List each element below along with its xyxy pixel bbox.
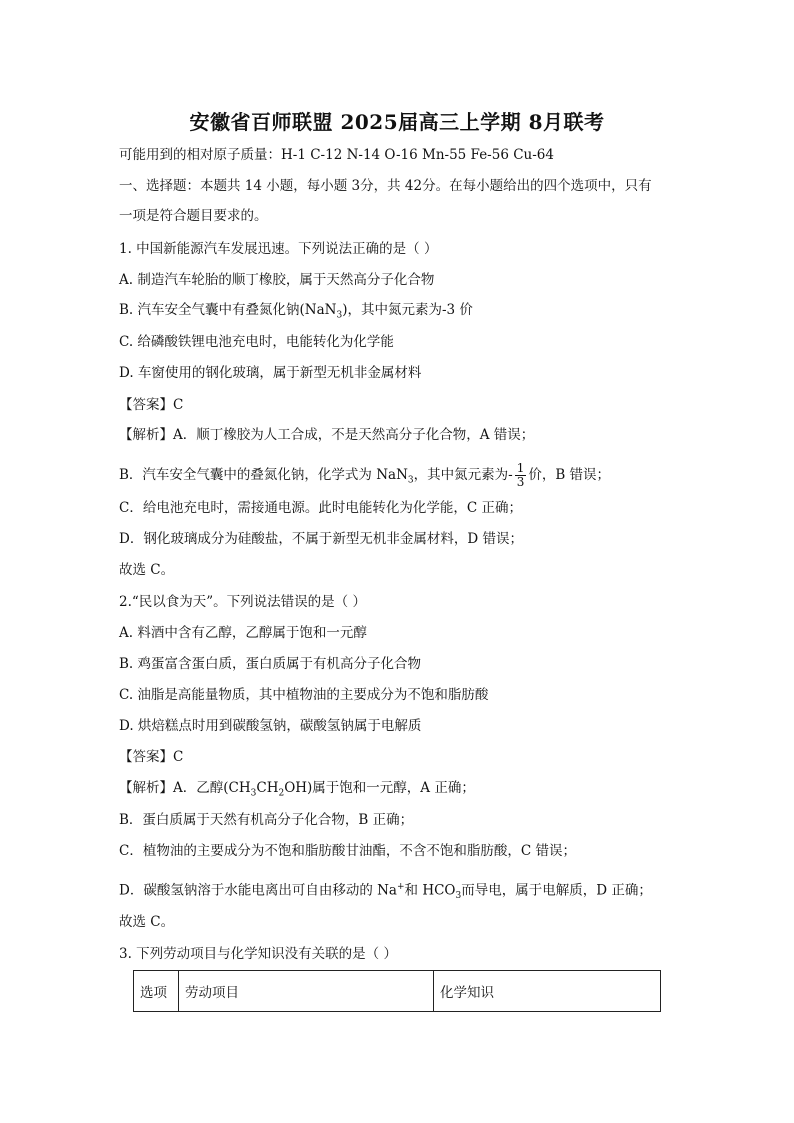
q1-option-b: B. 汽车安全气囊中有叠氮化钠(NaN$_3$)，其中氮元素为-3 价 <box>119 302 473 321</box>
q2-explanation-a: 【解析】A．乙醇$(CH_3CH_2OH)$属于饱和一元醇，A 正确； <box>119 780 475 799</box>
q2-explanation-c: C．植物油的主要成分为不饱和脂肪酸甘油酯，不含不饱和脂肪酸，C 错误； <box>119 843 576 859</box>
q1-stem: 1. 中国新能源汽车发展迅速。下列说法正确的是（ ） <box>119 241 438 257</box>
q3-table <box>133 970 661 1012</box>
q2-conclusion: 故选 C。 <box>119 914 175 930</box>
section-heading-line1: 一、选择题：本题共 14 小题，每小题 3分，共 42分。在每小题给出的四个选项中，只有 <box>119 178 652 194</box>
q2-option-a: A. 料酒中含有乙醇，乙醇属于饱和一元醇 <box>119 625 367 641</box>
q1-explanation-c: C．给电池充电时，需接通电源。此时电能转化为化学能，C 正确； <box>119 500 522 516</box>
q2-explanation-d: D．碳酸氢钠溶于水能电离出可自由移动的 Na+和 $HCO_3$而导电，属于电解质，D 正确； <box>119 882 652 902</box>
q2-option-c: C. 油脂是高能量物质，其中植物油的主要成分为不饱和脂肪酸 <box>119 687 489 703</box>
q1-option-c: C. 给磷酸铁锂电池充电时，电能转化为化学能 <box>119 334 394 350</box>
q1-explanation-a: 【解析】A．顺丁橡胶为人工合成，不是天然高分子化合物，A 错误； <box>119 427 535 443</box>
q2-explanation-b: B．蛋白质属于天然有机高分子化合物，B 正确； <box>119 812 414 828</box>
table-row <box>134 971 661 1012</box>
q1-option-a: A. 制造汽车轮胎的顺丁橡胶，属于天然高分子化合物 <box>119 272 435 288</box>
table-header-cell: 选项 <box>134 971 179 1012</box>
table-header-cell: 化学知识 <box>434 971 661 1012</box>
q2-stem: 2.“民以食为天”。下列说法错误的是（ ） <box>119 594 366 610</box>
atomic-mass-note: 可能用到的相对原子质量：H-1 C-12 N-14 O-16 Mn-55 Fe-56 Cu-64 <box>119 147 554 163</box>
q3-stem: 3. 下列劳动项目与化学知识没有关联的是（ ） <box>119 946 397 962</box>
q1-option-d: D. 车窗使用的钢化玻璃，属于新型无机非金属材料 <box>119 365 422 381</box>
q2-option-d: D. 烘焙糕点时用到碳酸氢钠，碳酸氢钠属于电解质 <box>119 718 422 734</box>
page-title: 安徽省百师联盟 2025届高三上学期 8月联考 <box>189 110 605 134</box>
q1-explanation-d: D．钢化玻璃成分为硅酸盐，不属于新型无机非金属材料，D 错误； <box>119 531 523 547</box>
fraction: $\frac{1}{3}$ <box>516 461 525 489</box>
table-header-cell: 劳动项目 <box>179 971 434 1012</box>
q2-answer: 【答案】C <box>119 749 184 765</box>
q1-answer: 【答案】C <box>119 397 184 413</box>
section-heading-line2: 一项是符合题目要求的。 <box>119 208 268 224</box>
q1-explanation-b: B．汽车安全气囊中的叠氮化钠，化学式为 NaN$_3$，其中氮元素为- $\frac{1}{3}$ 价，B 错误； <box>119 461 611 489</box>
q2-option-b: B. 鸡蛋富含蛋白质，蛋白质属于有机高分子化合物 <box>119 656 422 672</box>
q1-conclusion: 故选 C。 <box>119 562 175 578</box>
